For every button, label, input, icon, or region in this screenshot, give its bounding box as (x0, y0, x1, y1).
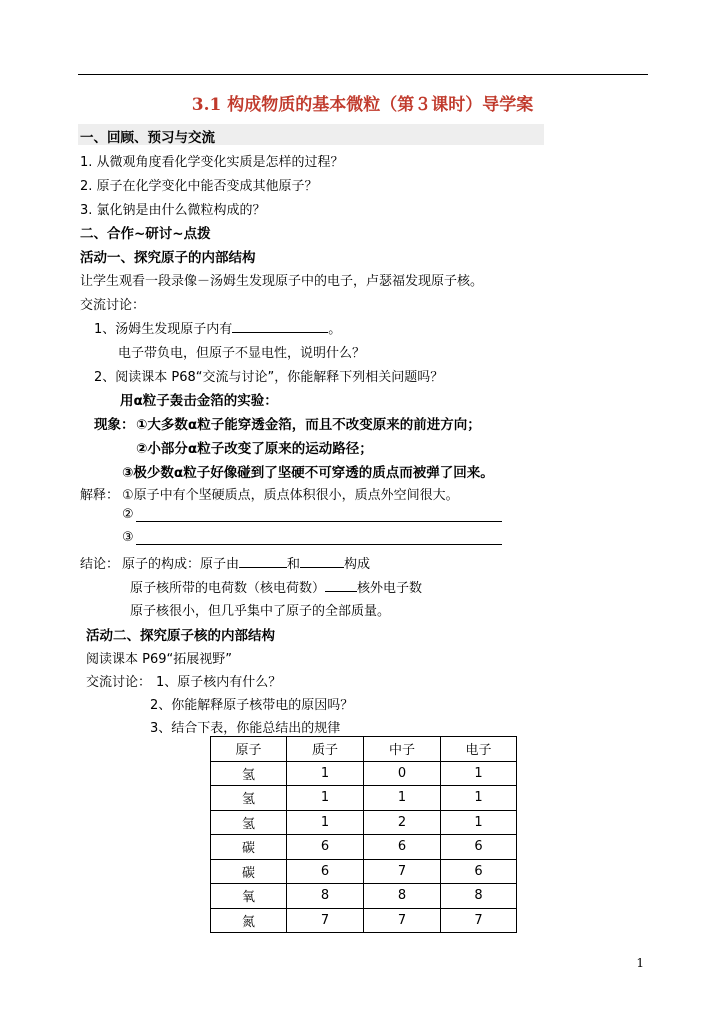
blank-3 (325, 579, 357, 592)
conclusion-2-text-a: 原子核所带的电荷数（核电荷数） (130, 581, 326, 596)
cell-atom: 碳 (211, 835, 287, 860)
table-row (211, 835, 517, 860)
header-electrons: 电子 (441, 737, 517, 762)
conclusion-2-text-b: 核外电子数 (357, 581, 423, 596)
cell-neutrons: 7 (364, 859, 441, 884)
cell-atom: 氢 (211, 786, 287, 811)
conclusion-1 (122, 553, 370, 572)
section1-heading: 一、回顾、预习与交流 (80, 130, 215, 146)
blank-2 (300, 555, 344, 568)
review-question-1: 1. 从微观角度看化学变化实质是怎样的过程？ (80, 155, 344, 170)
phenomenon-1: ①大多数α粒子能穿透金箔，而且不改变原来的前进方向； (136, 417, 481, 433)
section2-heading: 二、合作~研讨~点拨 (80, 226, 211, 242)
explanation-2: ② (122, 507, 134, 522)
cell-electrons: 1 (441, 810, 517, 835)
activity2-reading: 阅读课本 P69“拓展视野” (86, 652, 232, 667)
cell-protons: 6 (287, 835, 364, 860)
atom-composition-table (210, 736, 517, 933)
alpha-experiment-title: 用α粒子轰击金箔的实验： (120, 393, 278, 409)
cell-neutrons: 2 (364, 810, 441, 835)
cell-atom: 氢 (211, 810, 287, 835)
activity2-heading: 活动二、探究原子核的内部结构 (86, 628, 275, 644)
activity2-question-1: 1、原子核内有什么？ (156, 675, 282, 690)
phenomenon-label: 现象： (94, 417, 135, 433)
table-row (211, 908, 517, 933)
cell-electrons: 6 (441, 859, 517, 884)
cell-neutrons: 1 (364, 786, 441, 811)
cell-electrons: 8 (441, 884, 517, 909)
cell-neutrons: 7 (364, 908, 441, 933)
conclusion-1-text-c: 构成 (344, 557, 371, 572)
conclusion-3: 原子核很小，但几乎集中了原子的全部质量。 (130, 604, 391, 619)
cell-protons: 1 (287, 761, 364, 786)
explanation-2-blank (136, 521, 502, 522)
activity1-heading: 活动一、探究原子的内部结构 (80, 250, 256, 266)
cell-electrons: 6 (441, 835, 517, 860)
explanation-label: 解释： (80, 488, 120, 503)
blank-1 (239, 555, 287, 568)
table-row (211, 810, 517, 835)
cell-electrons: 7 (441, 908, 517, 933)
cell-protons: 7 (287, 908, 364, 933)
cell-atom: 碳 (211, 859, 287, 884)
cell-neutrons: 8 (364, 884, 441, 909)
question1-suffix: 。 (328, 322, 342, 337)
cell-electrons: 1 (441, 786, 517, 811)
cell-protons: 6 (287, 859, 364, 884)
table-row (211, 761, 517, 786)
discussion-question-1 (94, 318, 341, 337)
review-question-2: 2. 原子在化学变化中能否变成其他原子？ (80, 179, 318, 194)
conclusion-label: 结论： (80, 557, 120, 572)
header-neutrons: 中子 (364, 737, 441, 762)
conclusion-1-text-b: 和 (287, 557, 301, 572)
cell-protons: 1 (287, 786, 364, 811)
table-row (211, 859, 517, 884)
cell-atom: 氧 (211, 884, 287, 909)
page-number: 1 (636, 956, 644, 970)
review-question-3: 3. 氯化钠是由什么微粒构成的？ (80, 203, 266, 218)
conclusion-2 (130, 577, 422, 596)
cell-neutrons: 0 (364, 761, 441, 786)
explanation-3: ③ (122, 530, 134, 545)
cell-neutrons: 6 (364, 835, 441, 860)
page-title: 3.1 构成物质的基本微粒（第３课时）导学案 (191, 95, 534, 115)
activity1-intro: 让学生观看一段录像－汤姆生发现原子中的电子，卢瑟福发现原子核。 (80, 274, 484, 289)
cell-electrons: 1 (441, 761, 517, 786)
table-row (211, 786, 517, 811)
cell-protons: 8 (287, 884, 364, 909)
table-row (211, 884, 517, 909)
phenomenon-3: ③极少数α粒子好像碰到了坚硬不可穿透的质点而被弹了回来。 (122, 465, 494, 481)
cell-protons: 1 (287, 810, 364, 835)
cell-atom: 氢 (211, 761, 287, 786)
question1-prefix: 1、汤姆生发现原子内有 (94, 322, 233, 337)
activity2-question-2: 2、你能解释原子核带电的原因吗？ (150, 698, 354, 713)
phenomenon-2: ②小部分α粒子改变了原来的运动路径； (136, 441, 373, 457)
table-header-row (211, 737, 517, 762)
discussion-question-2: 2、阅读课本 P68“交流与讨论”，你能解释下列相关问题吗？ (94, 370, 444, 385)
conclusion-1-text-a: 原子的构成：原子由 (122, 557, 240, 572)
explanation-1: ①原子中有个坚硬质点，质点体积很小，质点外空间很大。 (122, 488, 459, 503)
top-rule (78, 74, 648, 75)
answer-blank (232, 320, 328, 333)
header-protons: 质子 (287, 737, 364, 762)
explanation-3-blank (136, 544, 502, 545)
header-atom: 原子 (211, 737, 287, 762)
activity2-question-3: 3、结合下表，你能总结出的规律 (150, 721, 341, 736)
cell-atom: 氮 (211, 908, 287, 933)
question1-note: 电子带负电，但原子不显电性，说明什么？ (118, 346, 366, 361)
discussion-label: 交流讨论： (80, 298, 146, 313)
activity2-discussion-label: 交流讨论： (86, 675, 152, 690)
